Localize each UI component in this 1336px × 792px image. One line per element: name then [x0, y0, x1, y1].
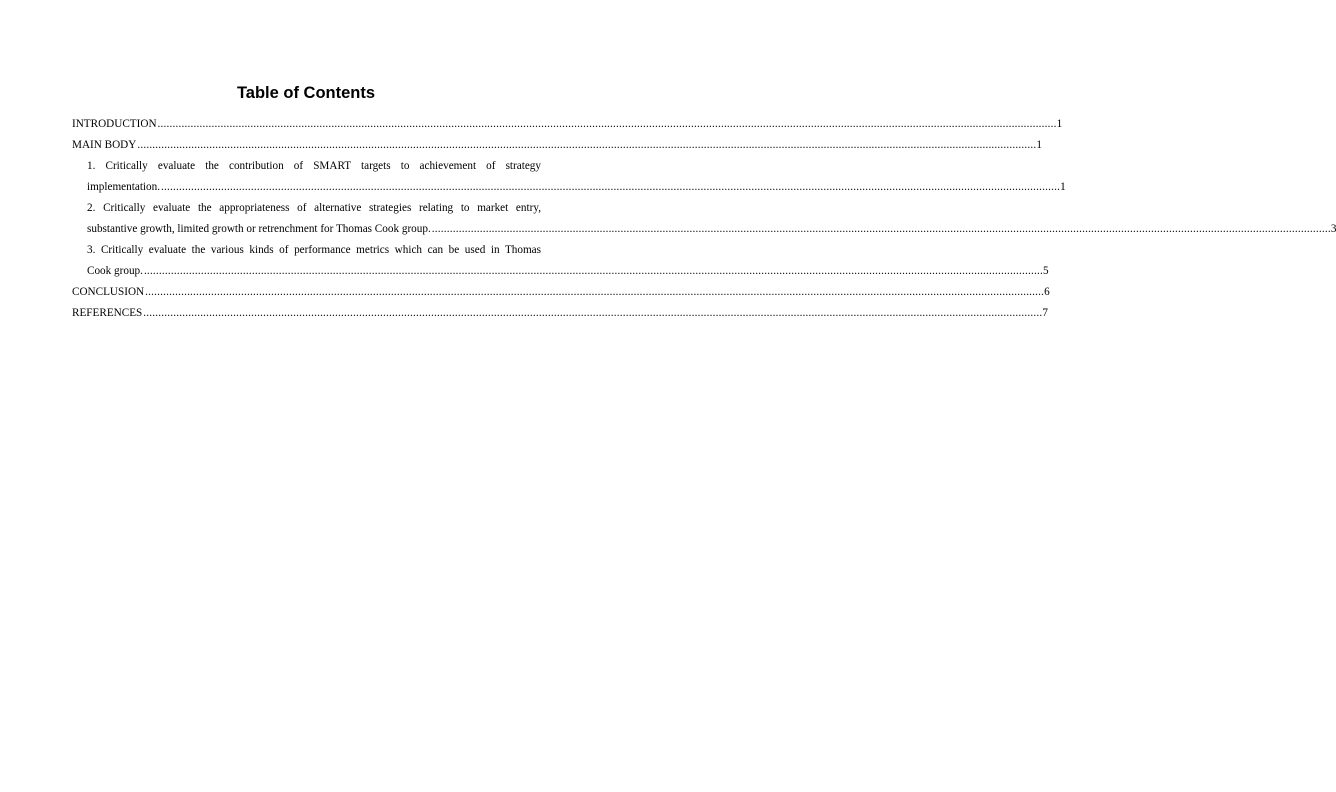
dot-leader: ............................................................................................................................................................................................................................................................................................................	[143, 265, 1043, 277]
toc-entry-title: MAIN BODY	[72, 139, 137, 151]
toc-link-conclusion[interactable]	[72, 282, 1050, 303]
toc-link-main-body[interactable]	[72, 135, 1042, 156]
dot-leader: ............................................................................................................................................................................................................................................................................................................	[145, 286, 1045, 298]
toc-entry-title-line: Cook group.	[87, 265, 143, 277]
toc-entry-references	[72, 303, 1048, 324]
toc-link-introduction[interactable]	[72, 114, 1063, 135]
toc-link-question-2[interactable]	[72, 198, 1336, 240]
toc-entry-title: CONCLUSION	[72, 286, 145, 298]
dot-leader: ............................................................................................................................................................................................................................................................................................................	[431, 223, 1331, 235]
toc-link-question-1[interactable]	[72, 156, 1066, 198]
toc-entry-title: INTRODUCTION	[72, 118, 157, 130]
toc-entry-title: REFERENCES	[72, 307, 143, 319]
toc-entry-question-3	[72, 240, 1049, 282]
toc-page-number: 3	[1330, 223, 1336, 235]
toc-page-number: 5	[1043, 265, 1049, 277]
toc-link-question-3[interactable]	[72, 240, 1049, 282]
toc-link-references[interactable]	[72, 303, 1048, 324]
toc-entry-question-1	[72, 156, 1066, 198]
toc-page-number: 7	[1042, 307, 1048, 319]
toc-entry-introduction	[72, 114, 1063, 135]
toc-list	[72, 114, 1336, 324]
toc-entry-title-line: 3. Critically evaluate the various kinds of performance metrics which can be used in Thomas	[87, 244, 541, 256]
toc-page-number: 1	[1060, 181, 1066, 193]
dot-leader: ............................................................................................................................................................................................................................................................................................................	[161, 181, 1061, 193]
dot-leader: ............................................................................................................................................................................................................................................................................................................	[157, 118, 1057, 130]
toc-page-number: 6	[1044, 286, 1050, 298]
toc-entry-conclusion	[72, 282, 1050, 303]
dot-leader: ............................................................................................................................................................................................................................................................................................................	[143, 307, 1043, 319]
toc-entry-main-body	[72, 135, 1042, 156]
toc-title: Table of Contents	[236, 84, 376, 102]
toc-page-number: 1	[1036, 139, 1042, 151]
dot-leader: ............................................................................................................................................................................................................................................................................................................	[137, 139, 1037, 151]
toc-page-number: 1	[1056, 118, 1063, 130]
toc-entry-title-line: substantive growth, limited growth or retrenchment for Thomas Cook group.	[87, 223, 431, 235]
toc-entry-title-line: 2. Critically evaluate the appropriateness of alternative strategies relating to market entry,	[87, 202, 541, 214]
toc-entry-question-2	[72, 198, 1336, 240]
toc-entry-title-line: 1. Critically evaluate the contribution of SMART targets to achievement of strategy	[87, 160, 541, 172]
toc-entry-title-line: implementation.	[87, 181, 161, 193]
